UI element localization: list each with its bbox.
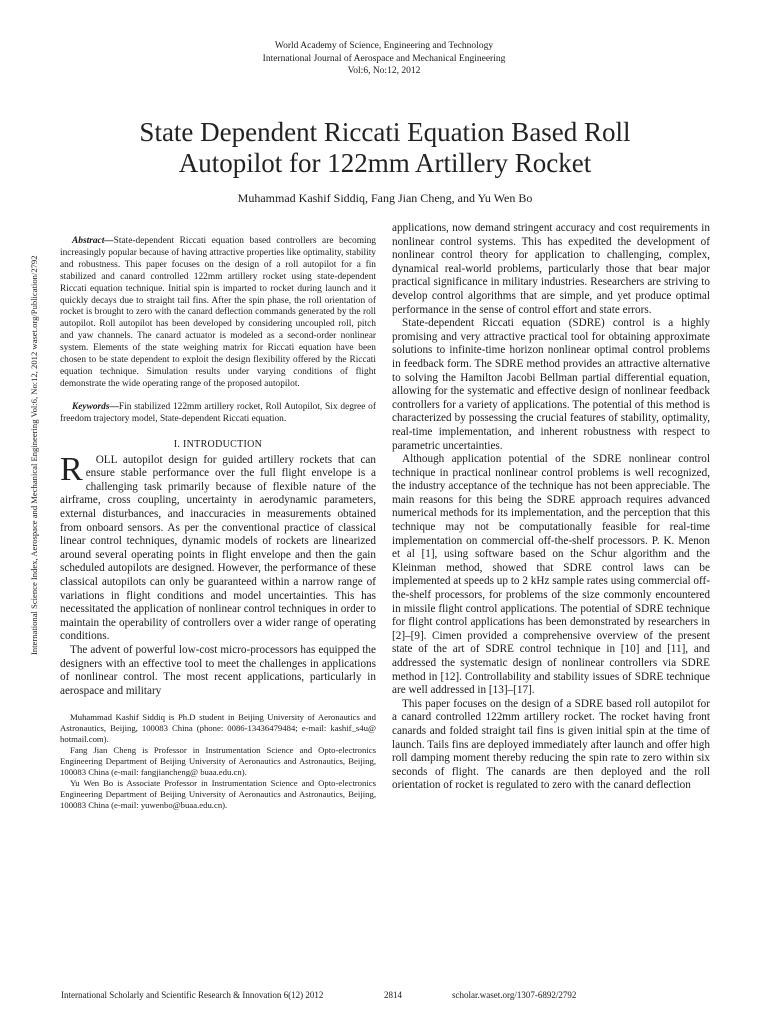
author-list: Muhammad Kashif Siddiq, Fang Jian Cheng, and Yu Wen Bo [237, 191, 533, 205]
author-footnotes [60, 712, 376, 810]
paper-title-line-1: State Dependent Riccati Equation Based Roll [139, 117, 631, 147]
body-paragraph: Although application potential of the SDRE nonlinear control technique in practical nonlinear control problems is well recognized, the industry acceptance of the technique has not been appreciable. The main reasons for this being the SDRE approach requires advanced numerical methods for its implementation, and the perception that this technique may not be computationally feasible for real-time implementation on commercial off-the-shelf processors. P. K. Menon et al [1], using software based on the Schur algorithm and the Kleinman method, showed that SDRE control laws can be implemented at speeds up to 2 kHz sample rates using commercial off-the-shelf processors, for problems of the size commonly encountered in missile flight control applications. The potential of SDRE technique for flight control applications has been demonstrated by researchers in [2]–[9]. Cimen provided a comprehensive overview of the present state of the art of SDRE control technique in [10] and [11], and addressed the systematic design of nonlinear controllers via SDRE method in [12]. Controllability and stability issues of SDRE technique are well addressed in [13]–[17]. [392, 453, 710, 697]
abstract-text: State-dependent Riccati equation based controllers are becoming increasingly popular because of having attractive properties like optimality, stability and robustness. This paper focuses on the design of a roll autopilot for a fin stabilized and canard controlled 122mm artillery rocket using state-dependent Riccati equation technique. Initial spin is imparted to rocket during launch and it quickly decays due to straight tail fins. After the spin phase, the roll orientation of rocket is brought to zero with the canard deflection commands generated by the roll autopilot. Roll autopilot has been developed by considering uncoupled roll, pitch and yaw channels. The canard actuator is modeled as a second-order nonlinear system. Elements of the state weighing matrix for Riccati equation have been chosen to be state dependent to exploit the design flexibility offered by the Riccati equation technique. Simulation results under varying conditions of flight demonstrate the wide operating range of the proposed autopilot. [60, 236, 376, 389]
journal-volume: Vol:6, No:12, 2012 [347, 66, 421, 76]
side-index-note: International Science Index, Aerospace and Mechanical Engineering Vol:6, No:12, 2012 waset.org/Publication/2792 [29, 255, 39, 655]
abstract [60, 236, 376, 391]
body-paragraph: This paper focuses on the design of a SDRE based roll autopilot for a canard controlled 122mm artillery rocket. The rocket having front canards and folded straight tail fins is given initial spin at the time of launch. Tails fins are deployed immediately after launch and offer high roll damping moment thereby reducing the spin rate to zero within six seconds of flight. The canards are then deployed and the roll orientation of rocket is regulated to zero with the canard deflection [392, 697, 710, 792]
footnote: Yu Wen Bo is Associate Professor in Instrumentation Science and Opto-electronics Engineering Department of Beijing University of Aeronautics and Astronautics, Beijing, 100083 China (e-mail: yuwenbo@buaa.edu.cn). [60, 777, 376, 810]
journal-org: World Academy of Science, Engineering and Technology [274, 41, 494, 51]
intro-paragraph-2: The advent of powerful low-cost micro-processors has equipped the designers with an effective tool to meet the challenges in applications of nonlinear control. The most recent applications, particularly in aerospace and military [60, 643, 376, 697]
keywords-label: Keywords— [72, 401, 119, 412]
journal-name: International Journal of Aerospace and Mechanical Engineering [262, 53, 506, 64]
left-column [60, 236, 376, 810]
journal-header [0, 40, 768, 78]
drop-cap: R [60, 450, 83, 488]
abstract-label: Abstract— [72, 236, 114, 246]
paper-title-line-2: Autopilot for 122mm Artillery Rocket [178, 148, 592, 178]
footer-url[interactable]: scholar.waset.org/1307-6892/2792 [452, 990, 577, 1000]
right-column [392, 222, 710, 793]
section-heading-introduction: I. INTRODUCTION [173, 438, 263, 450]
footnote: Muhammad Kashif Siddiq is Ph.D student in Beijing University of Aeronautics and Astronautics, Beijing, 100083 China (phone: 0086-13436479484; e-mail: kashif_s4u@ hotmail.com). [60, 712, 376, 745]
footnote: Fang Jian Cheng is Professor in Instrumentation Science and Opto-electronics Engineering Department of Beijing University of Aeronautics and Astronautics, Beijing, 100083 China (e-mail: fangjiancheng@ buaa.edu.cn). [60, 745, 376, 777]
keywords [60, 402, 376, 426]
intro-paragraph-1 [60, 450, 376, 644]
body-paragraph: State-dependent Riccati equation (SDRE) control is a highly promising and very attractive practical tool for obtaining approximate solutions to infinite-time horizon nonlinear optimal control problems in feedback form. The SDRE method provides an attractive alternative to solving the Hamilton Jacobi Bellman partial differential equation, allowing for the systematic and effective design of nonlinear feedback controllers for a variety of applications. The potential of this method is characterized by possessing the crucial features of stability, optimality, real-time implementation, and inherent robustness with respect to parametric uncertainties. [392, 317, 710, 452]
page-number: 2814 [384, 990, 402, 1000]
footer-publisher: International Scholarly and Scientific Research & Innovation 6(12) 2012 [61, 990, 324, 1000]
body-paragraph: applications, now demand stringent accuracy and cost requirements in nonlinear control systems. This has expedited the development of nonlinear control theory for application to challenging, complex, dynamical real-world problems, particularly those that bear major practical significance in military industries. Researchers are striving to develop control algorithms that are simple, and yet produce optimal performance in the sense of control effort and state errors. [392, 222, 710, 316]
paper-title [60, 117, 710, 179]
intro-paragraph-1-text: OLL autopilot design for guided artillery rockets that can ensure stable performance over the full flight envelope is a challenging task primarily because of flexible nature of the airframe, cross coupling, uncertainty in aerodynamic parameters, external disturbances, and inaccuracies in measurements obtained from onboard sensors. As per the conventional practice of classical linear control techniques, dynamic models of rockets are linearized around several operating points in flight envelope and then the gain scheduled autopilots are designed. However, the performance of these classical autopilots can only be guaranteed within a narrow range of variations in flight conditions and model uncertainties. This has necessitated the application of nonlinear control techniques in order to maintain the operability of controllers over a wider range of operating conditions. [60, 453, 376, 643]
keywords-text: Fin stabilized 122mm artillery rocket, Roll Autopilot, Six degree of freedom trajectory model, State-dependent Riccati equation. [60, 401, 376, 424]
